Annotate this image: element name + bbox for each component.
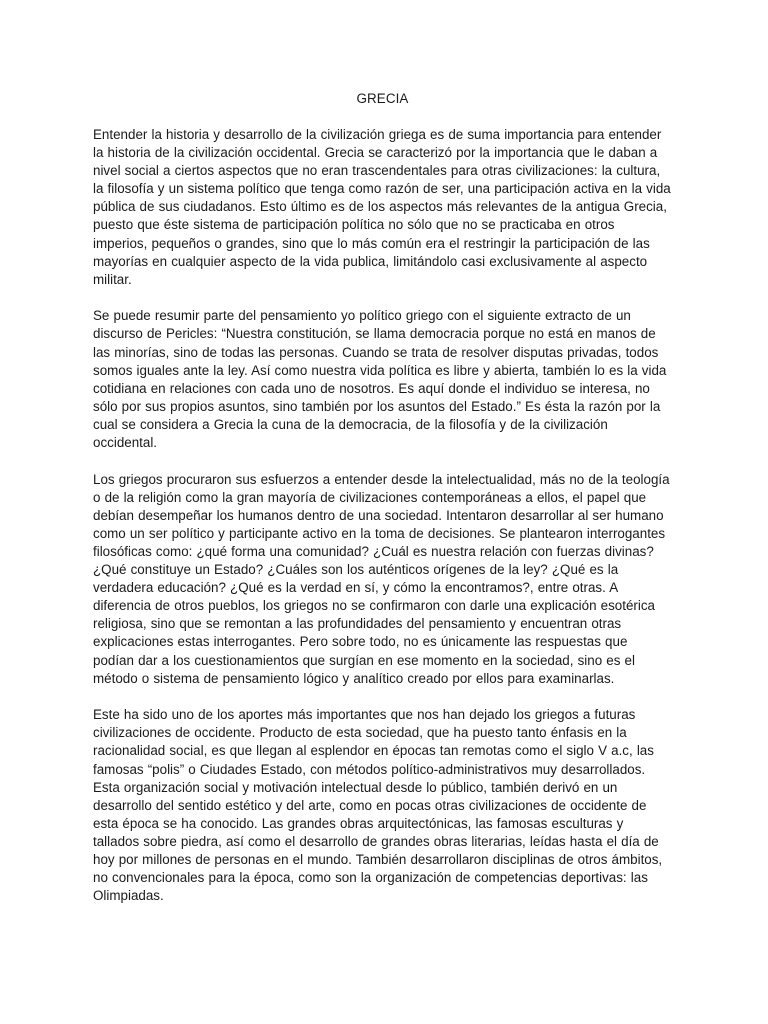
paragraph-4: Este ha sido uno de los aportes más importantes que nos han dejado los griegos a futuras civilizaciones de occidente. Producto de esta sociedad, que ha puesto tanto énfasis en la racionalidad social, es que llegan al esplendor en épocas tan remotas como el siglo V a.c, las famosas “polis” o Ciudades Estado, con métodos político-administrativos muy desarrollados. Esta organización social y motivación intelectual desde lo público, también derivó en un desarrollo del sentido estético y del arte, como en pocas otras civilizaciones de occidente de esta época se ha conocido. Las grandes obras arquitectónicas, las famosas esculturas y tallados sobre piedra, así como el desarrollo de grandes obras literarias, leídas hasta el día de hoy por millones de personas en el mundo. También desarrollaron disciplinas de otros ámbitos, no convencionales para la época, como son la organización de competencias deportivas: las Olimpiadas. [93,707,663,904]
document-title: GRECIA [356,91,409,106]
paragraph-1: Entender la historia y desarrollo de la civilización griega es de suma importancia para entender la historia de la civilización occidental. Grecia se caracterizó por la importancia que le daban a nivel social a ciertos aspectos que no eran trascendentales para otras civilizaciones: la cultura, la filosofía y un sistema político que tenga como razón de ser, una participación activa en la vida pública de sus ciudadanos. Esto último es de los aspectos más relevantes de la antigua Grecia, puesto que éste sistema de participación política no sólo que no se practicaba en otros imperios, pequeños o grandes, sino que lo más común era el restringir la participación de las mayorías en cualquier aspecto de la vida publica, limitándolo casi exclusivamente al aspecto militar. [93,127,671,287]
paragraph-2: Se puede resumir parte del pensamiento yo político griego con el siguiente extracto de un discurso de Pericles: “Nuestra constitución, se llama democracia porque no está en manos de las minorías, sino de todas las personas. Cuando se trata de resolver disputas privadas, todos somos iguales ante la ley. Así como nuestra vida política es libre y abierta, también lo es la vida cotidiana en relaciones con cada uno de nosotros. Es aquí donde el individuo se interesa, no sólo por sus propios asuntos, sino también por los asuntos del Estado.” Es ésta la razón por la cual se considera a Grecia la cuna de la democracia, de la filosofía y de la civilización occidental. [93,308,667,450]
paragraph-3: Los griegos procuraron sus esfuerzos a entender desde la intelectualidad, más no de la teología o de la religión como la gran mayoría de civilizaciones contemporáneas a ellos, el papel que debían desempeñar los humanos dentro de una sociedad. Intentaron desarrollar al ser humano como un ser político y participante activo en la toma de decisiones. Se plantearon interrogantes filosóficas como: ¿qué forma una comunidad? ¿Cuál es nuestra relación con fuerzas divinas? ¿Qué constituye un Estado? ¿Cuáles son los auténticos orígenes de la ley? ¿Qué es la verdadera educación? ¿Qué es la verdad en sí, y cómo la encontramos?, entre otras. A diferencia de otros pueblos, los griegos no se confirmaron con darle una explicación esotérica religiosa, sino que se remontan a las profundidades del pensamiento y encuentran otras explicaciones estas interrogantes. Pero sobre todo, no es únicamente las respuestas que podían dar a los cuestionamientos que surgían en ese momento en la sociedad, sino es el método o sistema de pensamiento lógico y analítico creado por ellos para examinarlas. [93,471,670,686]
